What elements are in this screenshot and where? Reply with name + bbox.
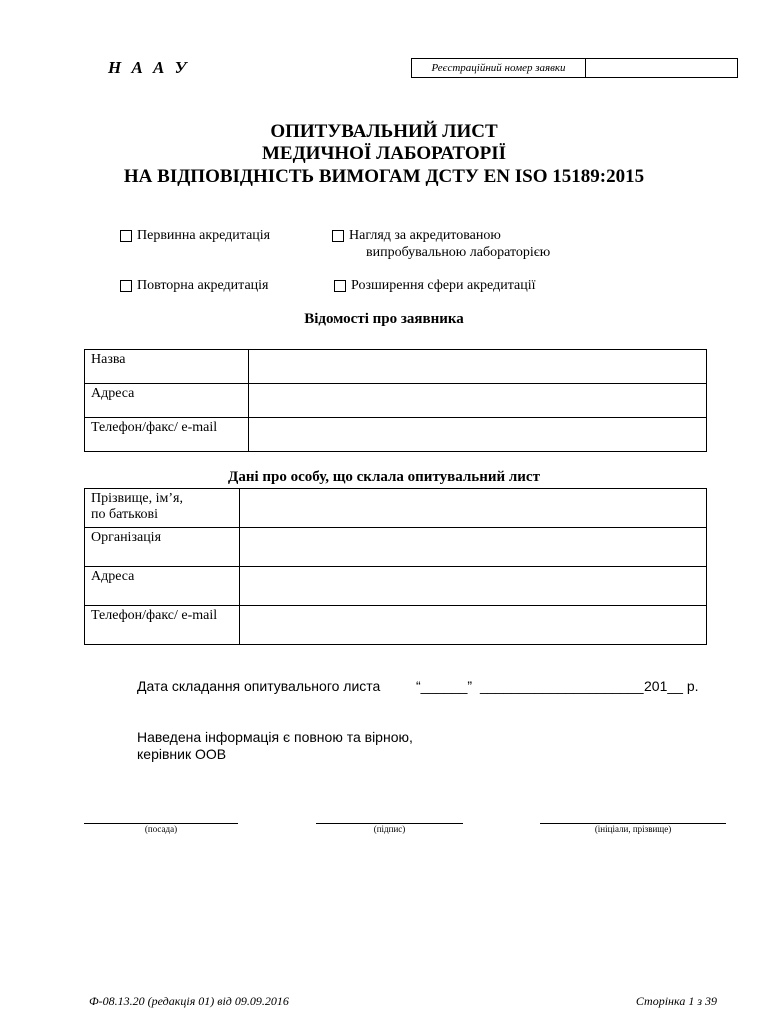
repeat-accreditation-label: Повторна акредитація [137,278,269,293]
document-title-line-1: ОПИТУВАЛЬНИЙ ЛИСТ [270,121,498,142]
registration-number-box [411,58,738,78]
table-row [85,606,707,645]
applicant-name-field[interactable] [249,350,707,384]
compiler-fullname-field[interactable] [240,489,707,528]
primary-accreditation-checkbox[interactable] [120,230,132,242]
registration-number-field[interactable] [586,59,737,77]
scope-extension-label: Розширення сфери акредитації [351,278,536,293]
organization-abbreviation: Н А А У [108,58,190,77]
compiler-address-field[interactable] [240,567,707,606]
statement-line-2: керівник ООВ [137,746,227,762]
applicant-address-field[interactable] [249,384,707,418]
registration-number-label: Реєстраційний номер заявки [412,59,586,77]
date-year-field[interactable]: 201__ р. [644,678,699,694]
compiler-fullname-label [85,489,240,528]
supervision-checkbox[interactable] [332,230,344,242]
compiler-organization-label: Організація [85,528,240,567]
applicant-contacts-field[interactable] [249,418,707,452]
statement-line-1: Наведена інформація є повною та вірною, [137,729,413,745]
compiler-organization-field[interactable] [240,528,707,567]
position-caption: (посада) [144,824,178,834]
compiler-table [84,488,707,645]
applicant-table [84,349,707,452]
document-title-line-3: НА ВІДПОВІДНІСТЬ ВИМОГАМ ДСТУ EN ISO 15189:2015 [123,166,645,187]
compiler-address-label: Адреса [85,567,240,606]
compiler-contacts-label: Телефон/факс/ e-mail [85,606,240,645]
compiler-contacts-field[interactable] [240,606,707,645]
applicant-name-label: Назва [85,350,249,384]
table-row [85,418,707,452]
applicant-address-label: Адреса [85,384,249,418]
table-row [85,489,707,528]
repeat-accreditation-checkbox[interactable] [120,280,132,292]
supervision-label-line-1: Нагляд за акредитованою [349,228,501,243]
compilation-date-label: Дата складання опитувального листа [137,678,381,694]
page-number: Сторінка 1 з 39 [635,994,717,1008]
signature-caption: (підпис) [373,824,406,834]
scope-extension-checkbox[interactable] [334,280,346,292]
compiler-section-title: Дані про особу, що склала опитувальний лист [228,469,540,485]
compiler-fullname-label-line-1: Прізвище, ім’я, [91,491,183,506]
date-day-field[interactable]: “______” [416,678,473,694]
table-row [85,350,707,384]
compiler-fullname-label-line-2: по батькові [91,507,159,522]
document-title-line-2: МЕДИЧНОЇ ЛАБОРАТОРІЇ [261,143,506,164]
primary-accreditation-label: Первинна акредитація [137,228,271,243]
table-row [85,567,707,606]
applicant-section-title: Відомості про заявника [304,311,464,327]
initials-caption: (ініціали, прізвище) [594,824,672,834]
date-month-field[interactable]: _____________________ [480,678,644,694]
table-row [85,528,707,567]
table-row [85,384,707,418]
form-code: Ф-08.13.20 (редакція 01) від 09.09.2016 [89,994,289,1008]
supervision-label-line-2: випробувальною лабораторією [366,245,551,260]
applicant-contacts-label: Телефон/факс/ e-mail [85,418,249,452]
